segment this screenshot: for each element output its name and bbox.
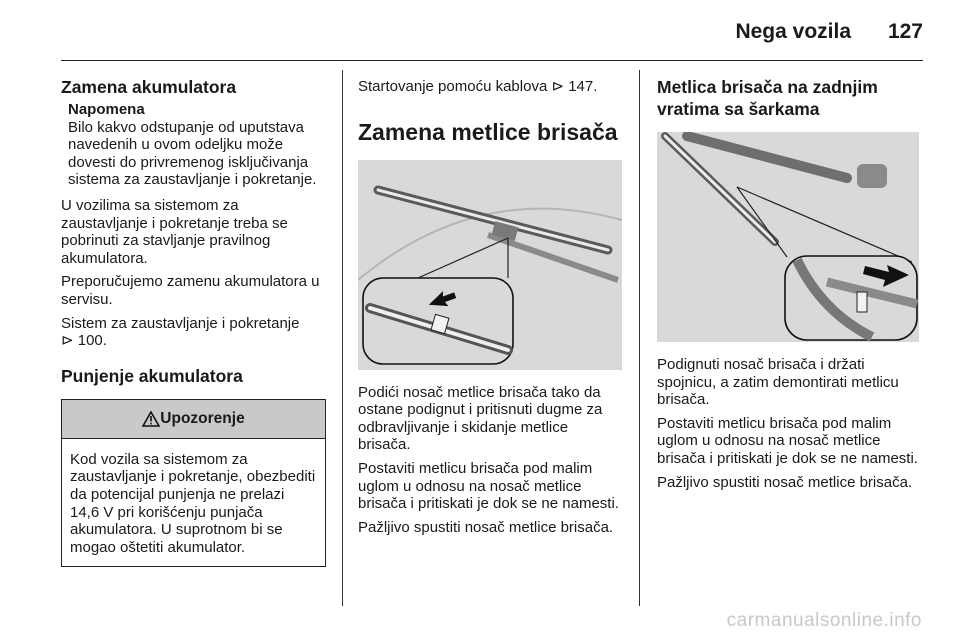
paragraph: Postaviti metlicu brisača pod malim uglom u odnosu na nosač metlice brisača i pritiskati je dok se ne namesti. xyxy=(657,414,918,467)
paragraph: Pažljivo spustiti nosač metlice brisača. xyxy=(657,473,913,491)
rear-wiper-drawing xyxy=(657,132,919,342)
paragraph-text: Startovanje pomoću kablova xyxy=(358,78,548,95)
paragraph: Pažljivo spustiti nosač metlice brisača. xyxy=(358,518,614,536)
column-rear-wiper xyxy=(657,70,922,491)
column-divider xyxy=(639,70,640,606)
warning-title: Upozorenje xyxy=(160,409,245,427)
note-label: Napomena xyxy=(68,101,145,118)
warning-box xyxy=(61,399,326,568)
page-ref-arrow-icon: ⊳ xyxy=(61,332,74,350)
warning-triangle-icon xyxy=(142,411,160,427)
column-battery xyxy=(61,70,326,567)
note-box xyxy=(61,101,326,189)
page-number: 127 xyxy=(887,20,923,43)
paragraph xyxy=(358,78,623,96)
page-header xyxy=(61,14,923,61)
paragraph: U vozilima sa sistemom za zaustavljanje i pokretanje treba se pobrinuti za stavljanje pravilnog akumulatora. xyxy=(61,196,288,267)
watermark: carmanualsonline.info xyxy=(726,610,922,631)
paragraph: Preporučujemo zamenu akumulatora u servisu. xyxy=(61,273,320,308)
section-heading-battery-charging: Punjenje akumulatora xyxy=(61,365,243,386)
front-wiper-drawing xyxy=(358,160,622,370)
warning-text: Kod vozila sa sistemom za zaustavljanje i pokretanje, obezbediti da potencijal punjenja ne prelazi 14,6 V pri korišćenju punjača akumulatora. U suprotnom bi se mogao oštetiti akumulator. xyxy=(70,450,316,556)
page-ref-link[interactable]: 100. xyxy=(77,332,107,350)
page-ref-arrow-icon: ⊳ xyxy=(551,78,565,95)
paragraph: Podignuti nosač brisača i držati spojnicu, a zatim demontirati metlicu brisača. xyxy=(657,356,899,409)
warning-header xyxy=(62,400,325,439)
wiper-illustration xyxy=(358,160,622,370)
column-wiper xyxy=(358,70,623,536)
paragraph xyxy=(61,315,326,350)
paragraph: Podići nosač metlice brisača tako da ostane podignut i pritisnuti dugme za odbravljivanje i skidanje metlice brisača. xyxy=(358,383,603,454)
note-text: Bilo kakvo odstupanje od uputstava navedenih u ovom odeljku može dovesti do privremenog isključivanja sistema za zaustavljanje i pokretanje. xyxy=(68,118,317,189)
chapter-title: Nega vozila xyxy=(735,20,851,43)
section-heading-battery-replacement: Zamena akumulatora xyxy=(61,77,237,97)
section-heading-wiper-replacement: Zamena metlice brisača xyxy=(358,118,618,145)
paragraph: Postaviti metlicu brisača pod malim uglom u odnosu na nosač metlice brisača i pritiskati je dok se ne namesti. xyxy=(358,459,619,513)
rear-wiper-illustration xyxy=(657,132,919,342)
page-ref-link[interactable]: 147. xyxy=(568,78,598,95)
paragraph-text: Sistem za zaustavljanje i pokretanje xyxy=(61,314,300,332)
column-divider xyxy=(342,70,343,606)
warning-body xyxy=(62,439,325,567)
section-heading-rear-wiper: Metlica brisača na zadnjim vratima sa šarkama xyxy=(657,77,878,119)
